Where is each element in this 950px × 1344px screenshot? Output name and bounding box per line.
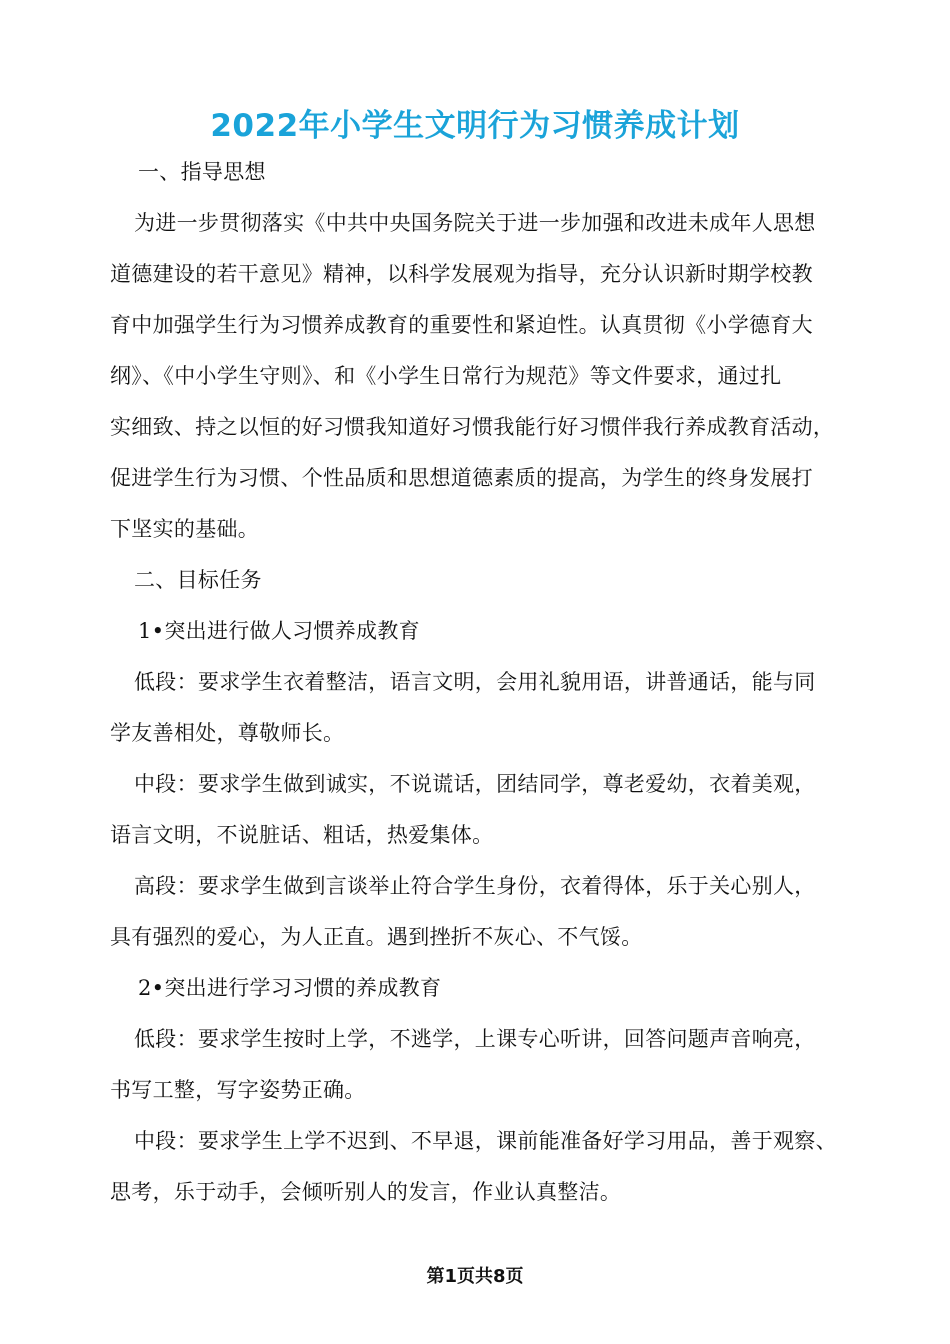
- paragraph-line: 高段：要求学生做到言谈举止符合学生身份，衣着得体，乐于关心别人，: [134, 874, 816, 898]
- paragraph-line: 低段：要求学生衣着整洁，语言文明，会用礼貌用语，讲普通话，能与同: [134, 670, 816, 694]
- section-heading: 一、指导思想: [138, 160, 266, 184]
- paragraph-line: 育中加强学生行为习惯养成教育的重要性和紧迫性。认真贯彻《小学德育大: [110, 313, 813, 337]
- paragraph-line: 书写工整，写字姿势正确。: [110, 1078, 366, 1102]
- paragraph-line: 纲》、《中小学生守则》、和《小学生日常行为规范》等文件要求，通过扎: [110, 364, 782, 388]
- paragraph-line: 为进一步贯彻落实《中共中央国务院关于进一步加强和改进未成年人思想: [134, 211, 816, 235]
- page-number: 第1页共8页: [426, 1266, 524, 1287]
- paragraph-line: 中段：要求学生做到诚实，不说谎话，团结同学，尊老爱幼，衣着美观，: [134, 772, 816, 796]
- paragraph-line: 学友善相处，尊敬师长。: [110, 721, 345, 745]
- document-body: [110, 158, 850, 1229]
- paragraph-line: 低段：要求学生按时上学，不逃学，上课专心听讲，回答问题声音响亮，: [134, 1027, 816, 1051]
- subsection-heading: 1•突出进行做人习惯养成教育: [138, 619, 420, 643]
- paragraph-line: 思考，乐于动手，会倾听别人的发言，作业认真整洁。: [110, 1180, 622, 1204]
- subsection-heading: 2•突出进行学习习惯的养成教育: [138, 976, 442, 1000]
- paragraph-line: 语言文明，不说脏话、粗话，热爱集体。: [110, 823, 494, 847]
- section-heading: 二、目标任务: [134, 568, 262, 592]
- document-title: 2022年小学生文明行为习惯养成计划: [210, 108, 740, 144]
- paragraph-line: 促进学生行为习惯、个性品质和思想道德素质的提高，为学生的终身发展打: [110, 466, 813, 490]
- paragraph-line: 实细致、持之以恒的好习惯我知道好习惯我能行好习惯伴我行养成教育活动，: [110, 415, 835, 439]
- paragraph-line: 具有强烈的爱心，为人正直。遇到挫折不灰心、不气馁。: [110, 925, 643, 949]
- paragraph-line: 下坚实的基础。: [110, 517, 260, 541]
- paragraph-line: 中段：要求学生上学不迟到、不早退，课前能准备好学习用品，善于观察、: [134, 1129, 837, 1153]
- paragraph-line: 道德建设的若干意见》精神，以科学发展观为指导，充分认识新时期学校教: [110, 262, 813, 286]
